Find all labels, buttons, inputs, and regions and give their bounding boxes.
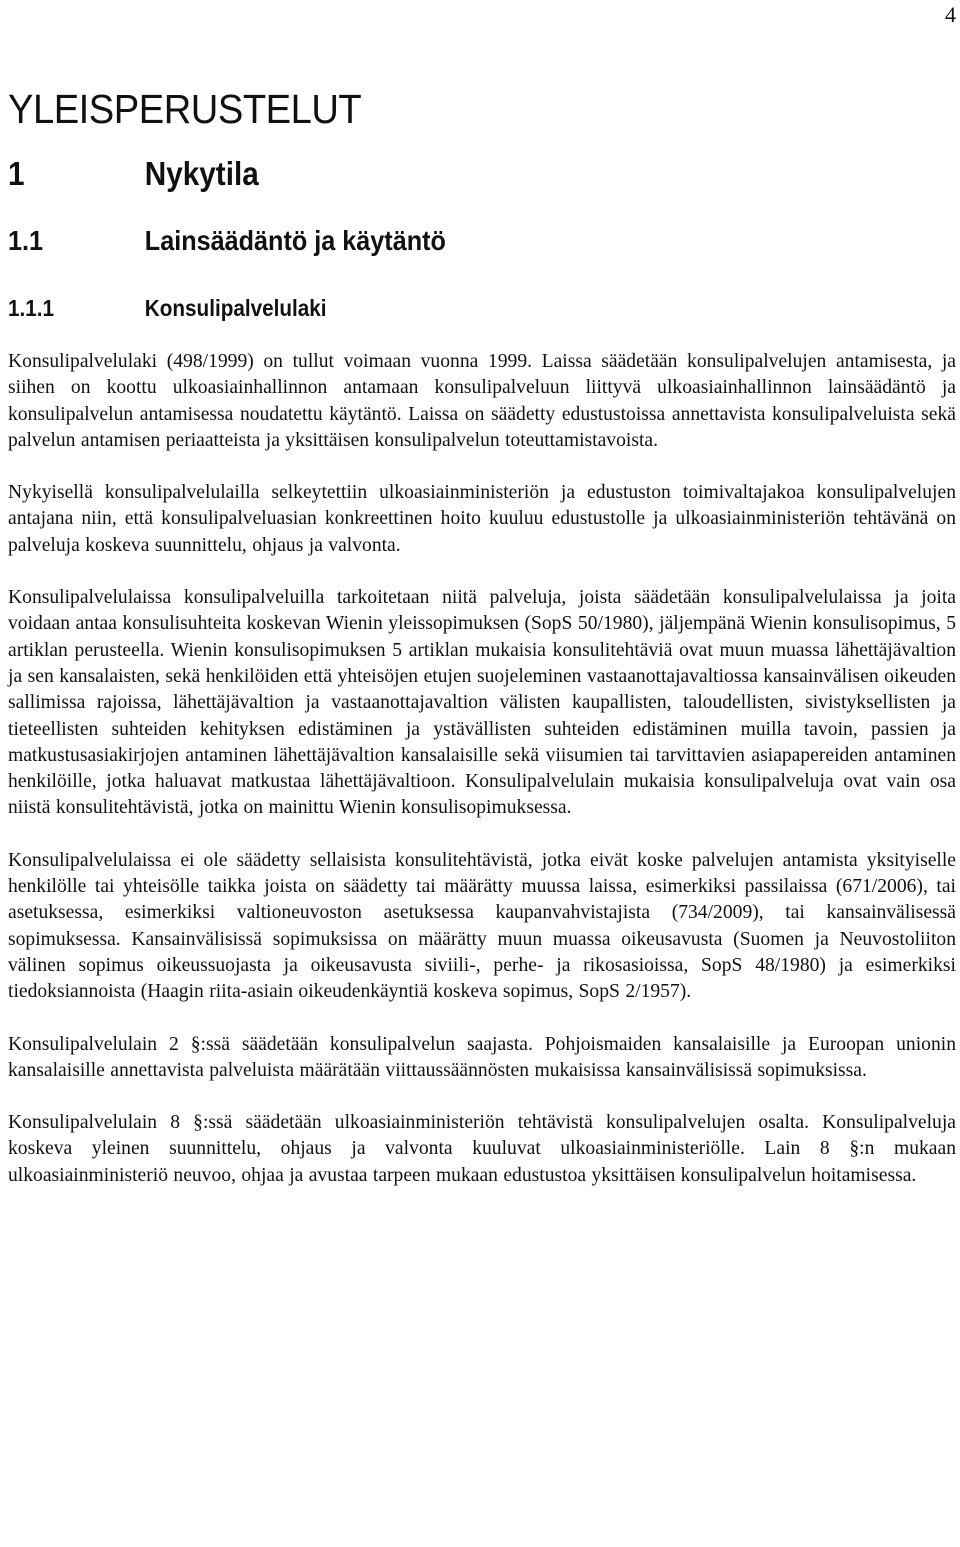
section-number: 1 <box>8 155 25 192</box>
paragraph: Konsulipalvelulain 2 §:ssä säädetään konsulipalvelun saajasta. Pohjoismaiden kansalaisille ja Euroopan unionin kansalaisille annettavista palveluista määrätään viittaussäännösten mukaisissa kansainvälisissä sopimuksissa. <box>8 1033 956 1081</box>
page-number: 4 <box>945 2 956 27</box>
section-heading-1 <box>8 155 861 193</box>
document-body <box>8 86 956 1215</box>
paragraph: Konsulipalvelulaissa konsulipalveluilla tarkoitetaan niitä palveluja, joista säädetään konsulipalvelulaissa ja joita voidaan antaa konsulisuhteita koskevan Wienin yleissopimuksen (SopS 50/1980), jäljempänä Wienin konsulisopimus, 5 artiklan perusteella. Wienin konsulisopimuksen 5 artiklan mukaisia konsulitehtäviä ovat muun muassa lähettäjävaltion ja sen kansalaisten, sekä henkilöiden että yhteisöjen etujen suojeleminen vastaanottajavaltiossa kansainvälisen oikeuden sallimissa rajoissa, lähettäjävaltion ja vastaanottajavaltion välisten kaupallisten, taloudellisten, sivistyksellisten ja tieteellisten suhteiden kehityksen edistäminen ja ystävällisten suhteiden edistäminen muilla tavoin, passien ja matkustusasiakirjojen antaminen lähettäjävaltion kansalaisille sekä viisumien tai tarvittavien asiapapereiden antaminen henkilöille, jotka haluavat matkustaa lähettäjävaltioon. Konsulipalvelulain mukaisia konsulipalveluja ovat vain osa niistä konsulitehtävistä, jotka on mainittu Wienin konsulisopimuksessa. <box>8 587 956 819</box>
subsubsection-title: Konsulipalvelulaki <box>144 295 327 321</box>
paragraph: Nykyisellä konsulipalvelulailla selkeytettiin ulkoasiainministeriön ja edustuston toimivaltajakoa konsulipalvelujen antajana niin, että konsulipalveluasian konkreettinen hoito kuuluu edustustolle ja ulkoasiainministeriön tehtävänä on palveluja koskeva suunnittelu, ohjaus ja valvonta. <box>8 482 956 556</box>
subsubsection-heading <box>8 295 861 322</box>
paragraph: Konsulipalvelulain 8 §:ssä säädetään ulkoasiainministeriön tehtävistä konsulipalvelujen osalta. Konsulipalveluja koskeva yleinen suunnittelu, ohjaus ja valvonta kuuluvat ulkoasiainministeriölle. Lain 8 §:n mukaan ulkoasiainministeriö neuvoo, ohjaa ja avustaa tarpeen mukaan edustustoa yksittäisen konsulipalvelun hoitamisessa. <box>8 1112 956 1186</box>
subsection-title: Lainsäädäntö ja käytäntö <box>144 225 446 256</box>
paragraph: Konsulipalvelulaissa ei ole säädetty sellaisista konsulitehtävistä, jotka eivät koske palvelujen antamista yksityiselle henkilölle tai yhteisölle taikka joista on säädetty tai määrätty muussa laissa, esimerkiksi passilaissa (671/2006), tai asetuksessa, esimerkiksi valtioneuvoston asetuksessa kaupanvahvistajista (734/2009), tai kansainvälisessä sopimuksessa. Kansainvälisissä sopimuksissa on määrätty muun muassa oikeusavusta (Suomen ja Neuvostoliiton välinen sopimus oikeussuojasta ja oikeusavusta siviili-, perhe- ja rikosasioissa, SopS 48/1980) ja esimerkiksi tiedoksiannoista (Haagin riita-asiain oikeudenkäyntiä koskeva sopimus, SopS 2/1957). <box>8 849 956 1003</box>
paragraph: Konsulipalvelulaki (498/1999) on tullut voimaan vuonna 1999. Laissa säädetään konsulipalvelujen antamisesta, ja siihen on koottu ulkoasiainhallinnon antamaan konsulipalveluun liittyvä ulkoasiainhallinnon lainsäädäntö ja konsulipalvelun antamisessa noudatettu käytäntö. Laissa on säädetty edustustoissa annettavista konsulipalveluista sekä palvelun antamisen periaatteista ja yksittäisen konsulipalvelun toteuttamistavoista. <box>8 351 956 451</box>
subsection-heading <box>8 225 861 257</box>
document-title: YLEISPERUSTELUT <box>8 86 362 132</box>
subsubsection-number: 1.1.1 <box>8 295 55 321</box>
section-title: Nykytila <box>144 155 259 192</box>
subsection-number: 1.1 <box>8 225 44 256</box>
